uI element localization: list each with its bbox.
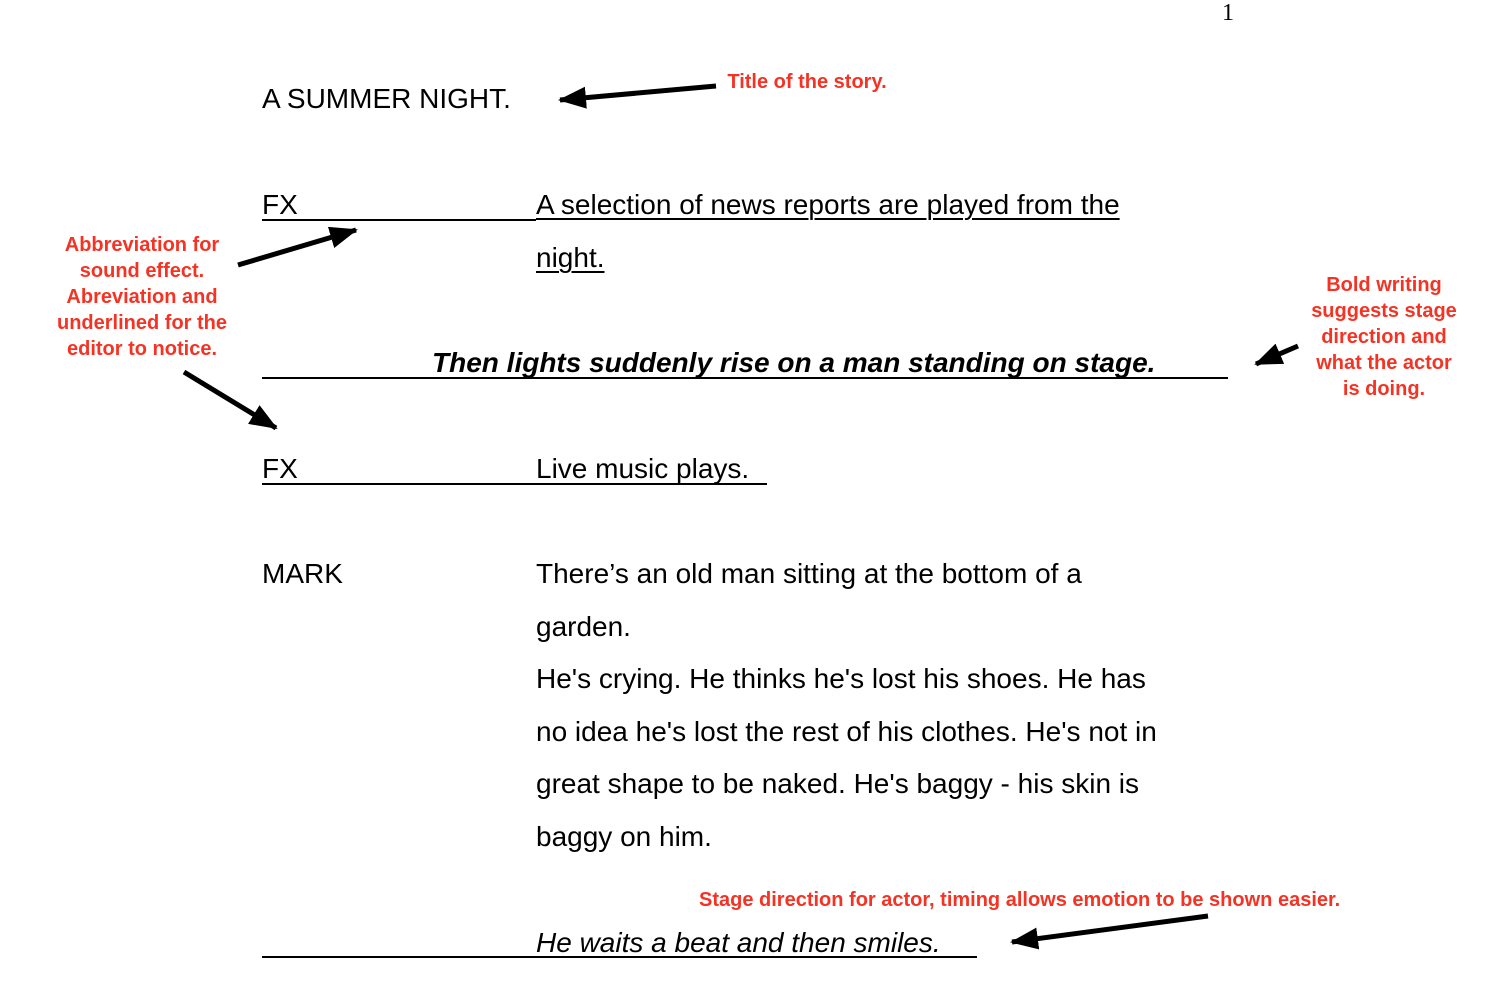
- bold-annotation-line: direction and: [1321, 326, 1447, 348]
- fx1-arrow: [238, 230, 356, 265]
- mark-line-2: garden.: [536, 611, 631, 642]
- page-number: 1: [1222, 0, 1234, 26]
- fx-annotation-line: underlined for the: [57, 312, 227, 334]
- timing-arrow: [1012, 916, 1208, 942]
- fx-annotation-line: sound effect.: [79, 260, 205, 282]
- stage-direction-2: He waits a beat and then smiles.: [536, 927, 941, 958]
- bold-annotation-line: is doing.: [1342, 378, 1426, 400]
- fx1-line-1: A selection of news reports are played from the: [536, 189, 1120, 220]
- bold-arrow: [1256, 346, 1298, 364]
- timing-annotation: Stage direction for actor, timing allows emotion to be shown easier.: [699, 889, 1341, 911]
- mark-line-3: He's crying. He thinks he's lost his shoes. He has: [536, 663, 1146, 694]
- fx1-cue: FX: [262, 189, 298, 220]
- fx-annotation-line: Abreviation and: [66, 286, 218, 308]
- stage-direction-1: Then lights suddenly rise on a man standing on stage.: [432, 347, 1156, 378]
- bold-annotation-line: suggests stage: [1311, 300, 1457, 322]
- fx-annotation-line: Abbreviation for: [64, 234, 220, 256]
- title-arrow: [560, 86, 716, 100]
- mark-line-1: There’s an old man sitting at the bottom of a: [536, 558, 1082, 589]
- fx1-line-2: night.: [536, 242, 605, 273]
- bold-annotation-line: what the actor: [1316, 352, 1452, 374]
- mark-line-4: no idea he's lost the rest of his clothes. He's not in: [536, 716, 1157, 747]
- bold-annotation-line: Bold writing: [1326, 274, 1442, 296]
- mark-cue: MARK: [262, 558, 343, 589]
- fx2-line: Live music plays.: [536, 453, 750, 484]
- fx-annotation-line: editor to notice.: [67, 338, 217, 360]
- fx2-cue: FX: [262, 453, 298, 484]
- mark-line-5: great shape to be naked. He's baggy - his skin is: [536, 768, 1140, 799]
- script-title: A SUMMER NIGHT.: [262, 83, 511, 114]
- mark-line-6: baggy on him.: [536, 821, 712, 852]
- fx2-arrow: [184, 372, 276, 428]
- title-annotation: Title of the story.: [727, 71, 887, 93]
